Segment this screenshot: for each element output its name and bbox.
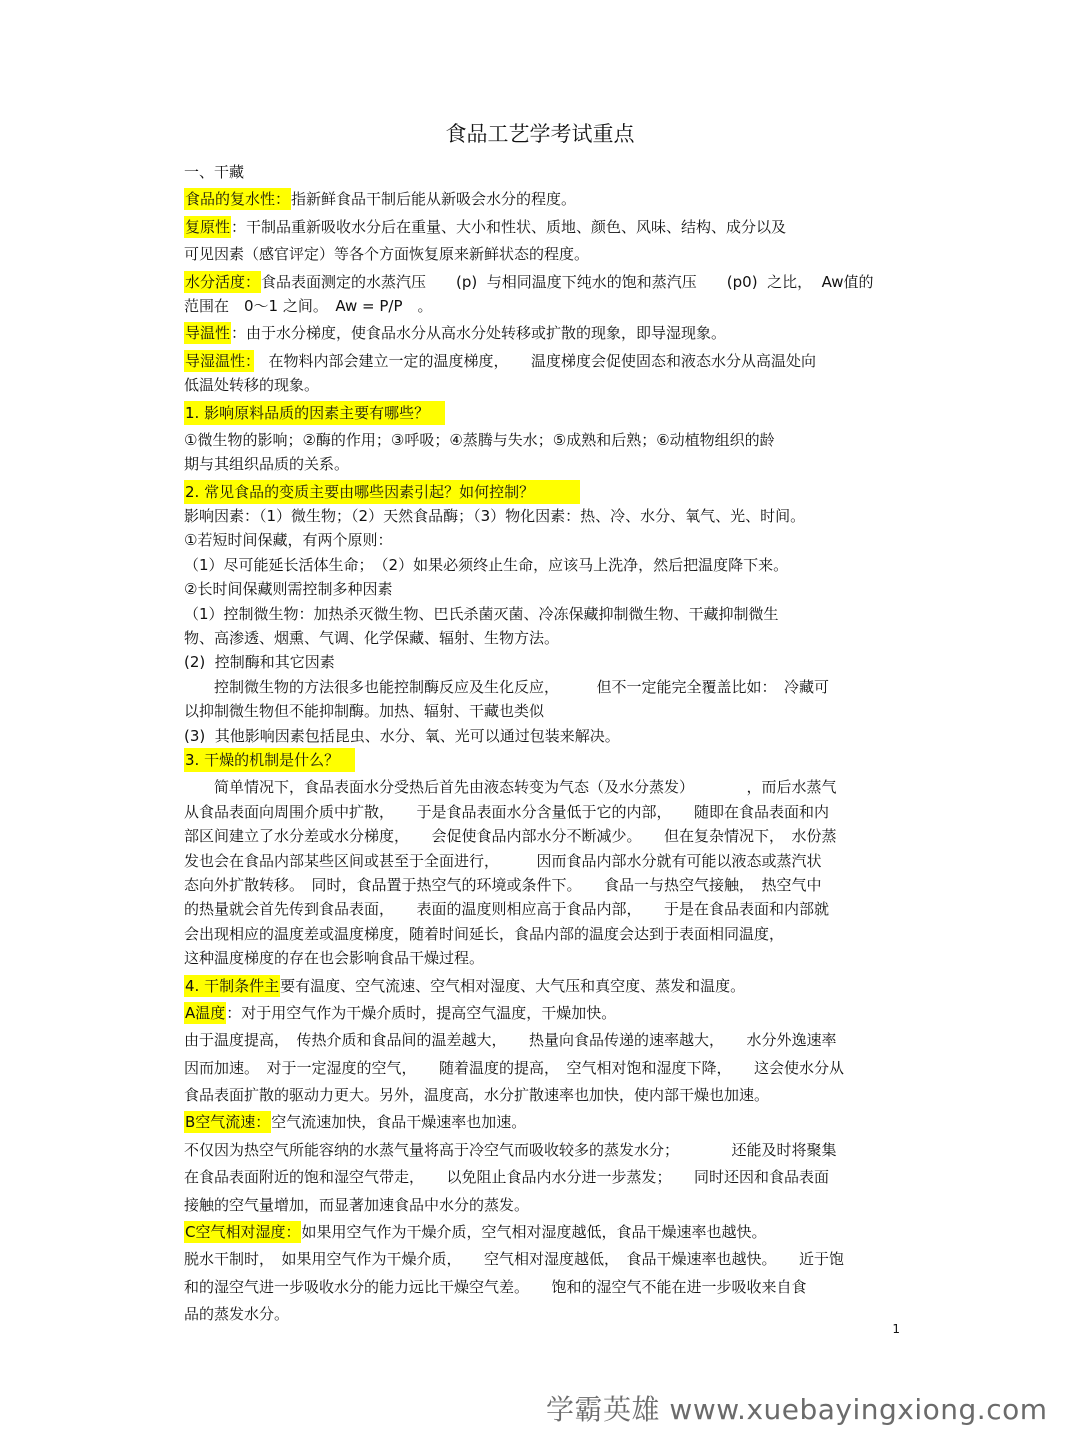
highlighted-question: 2. 常见食品的变质主要由哪些因素引起？如何控制？	[184, 480, 580, 504]
definition-line: 导湿温性： 在物料内部会建立一定的温度梯度， 温度梯度会促使固态和液态水分从高温处向	[185, 351, 817, 370]
question-heading	[184, 401, 894, 425]
highlighted-term: 导湿温性：	[185, 351, 253, 370]
footer-brand-name: 学霸英雄	[546, 1393, 661, 1426]
body-line: 范围在 0～1 之间。 Aw = P/P 。	[184, 296, 433, 315]
section-heading: 一、干藏	[184, 163, 245, 181]
body-line: ①微生物的影响；②酶的作用；③呼吸；④蒸腾与失水；⑤成熟和后熟；⑥动植物组织的龄	[184, 430, 775, 449]
body-line: 控制微生物的方法很多也能控制酶反应及生化反应， 但不一定能完全覆盖比如： 冷藏可	[184, 677, 830, 696]
page-number: 1	[892, 1322, 900, 1336]
body-line: 物、高渗透、烟熏、气调、化学保藏、辐射、生物方法。	[184, 629, 560, 648]
highlighted-question: 3. 干燥的机制是什么？	[184, 748, 355, 772]
highlighted-term: A温度	[185, 1003, 226, 1022]
definition-line: C空气相对湿度：如果用空气作为干燥介质，空气相对湿度越低，食品干燥速率也越快。	[185, 1223, 767, 1242]
body-line: （1）控制微生物：加热杀灭微生物、巴氏杀菌灭菌、冷冻保藏抑制微生物、干藏抑制微生	[184, 604, 779, 623]
question-heading	[184, 480, 894, 504]
body-line: 期与其组织品质的关系。	[184, 455, 350, 474]
body-line: ①若短时间保藏，有两个原则：	[184, 531, 393, 550]
footer-url: www.xuebayingxiong.com	[669, 1393, 1048, 1426]
highlighted-term: 导温性	[185, 324, 231, 343]
body-line: 品的蒸发水分。	[184, 1305, 290, 1324]
body-line: （1）尽可能延长活体生命； （2）如果必须终止生命，应该马上洗净，然后把温度降下来。	[184, 555, 789, 574]
body-line: 态向外扩散转移。 同时，食品置于热空气的环境或条件下。 食品一与热空气接触， 热空气中	[184, 875, 822, 894]
highlighted-question: 1. 影响原料品质的因素主要有哪些？	[184, 401, 445, 425]
body-line: 脱水干制时， 如果用空气作为干燥介质， 空气相对湿度越低， 食品干燥速率也越快。 近于饱	[184, 1250, 845, 1269]
document-title: 食品工艺学考试重点	[445, 122, 635, 146]
highlighted-term: 食品的复水性：	[185, 190, 291, 209]
definition-line: A温度：对于用空气作为干燥介质时，提高空气温度，干燥加快。	[185, 1003, 617, 1022]
body-line: 低温处转移的现象。	[184, 376, 320, 395]
body-line: 会出现相应的温度差或温度梯度，随着时间延长，食品内部的温度会达到于表面相同温度，	[184, 924, 785, 943]
highlighted-term: 复原性	[185, 217, 231, 236]
highlighted-term: 水分活度：	[185, 272, 261, 291]
definition-line: B空气流速：空气流速加快，食品干燥速率也加速。	[185, 1113, 527, 1132]
body-line: 由于温度提高， 传热介质和食品间的温差越大， 热量向食品传递的速率越大， 水分外逸速率	[184, 1031, 837, 1050]
body-line: 的热量就会首先传到食品表面， 表面的温度则相应高于食品内部， 于是在食品表面和内部就	[184, 900, 830, 919]
body-line: ②长时间保藏则需控制多种因素	[184, 580, 393, 599]
body-line: 从食品表面向周围介质中扩散， 于是食品表面水分含量低于它的内部， 随即在食品表面和内	[184, 802, 830, 821]
document-body	[184, 160, 894, 1327]
definition-line: 水分活度：食品表面测定的水蒸汽压 (p) 与相同温度下纯水的饱和蒸汽压 (p0) 之比， Aw值的	[185, 272, 874, 291]
question-heading: 4. 干制条件主要有温度、空气流速、空气相对湿度、大气压和真空度、蒸发和温度。	[185, 976, 746, 995]
body-line: 部区间建立了水分差或水分梯度， 会促使食品内部水分不断减少。 但在复杂情况下， 水份蒸	[184, 827, 837, 846]
body-line: 不仅因为热空气所能容纳的水蒸气量将高于冷空气而吸收较多的蒸发水分； 还能及时将聚集	[184, 1140, 837, 1159]
body-line: 影响因素：（1）微生物；（2）天然食品酶；（3）物化因素：热、冷、水分、氧气、光、时间。	[184, 507, 806, 526]
body-line: 发也会在食品内部某些区间或甚至于全面进行， 因而食品内部水分就有可能以液态或蒸汽状	[184, 851, 822, 870]
body-line: 简单情况下，食品表面水分受热后首先由液态转变为气态（及水分蒸发） ，而后水蒸气	[184, 778, 837, 797]
definition-line: 复原性：干制品重新吸收水分后在重量、大小和性状、质地、颜色、风味、结构、成分以及	[185, 217, 787, 236]
highlighted-term: C空气相对湿度：	[185, 1223, 301, 1242]
body-line: 以抑制微生物但不能抑制酶。加热、辐射、干藏也类似	[184, 702, 545, 721]
body-line: (3) 其他影响因素包括昆虫、水分、氧、光可以通过包装来解决。	[184, 726, 620, 745]
body-line: (2) 控制酶和其它因素	[184, 653, 335, 672]
question-heading	[184, 748, 894, 772]
highlighted-term: B空气流速：	[185, 1113, 271, 1132]
body-line: 可见因素（感官评定）等各个方面恢复原来新鲜状态的程度。	[184, 245, 590, 264]
definition-line: 食品的复水性：指新鲜食品干制后能从新吸会水分的程度。	[185, 190, 577, 209]
body-line: 食品表面扩散的驱动力更大。另外，温度高，水分扩散速率也加快，使内部干燥也加速。	[184, 1086, 770, 1105]
body-line: 因而加速。 对于一定湿度的空气， 随着温度的提高， 空气相对饱和湿度下降， 这会使水分从	[184, 1058, 845, 1077]
body-line: 和的湿空气进一步吸收水分的能力远比干燥空气差。 饱和的湿空气不能在进一步吸收来自食	[184, 1277, 807, 1296]
body-line: 这种温度梯度的存在也会影响食品干燥过程。	[184, 949, 485, 968]
definition-line: 导温性：由于水分梯度，使食品水分从高水分处转移或扩散的现象，即导湿现象。	[185, 324, 727, 343]
highlighted-question: 4. 干制条件主	[185, 976, 280, 995]
footer-watermark	[546, 1388, 1066, 1428]
body-line: 在食品表面附近的饱和湿空气带走， 以免阻止食品内水分进一步蒸发； 同时还因和食品表面	[184, 1168, 830, 1187]
body-line: 接触的空气量增加，而显著加速食品中水分的蒸发。	[184, 1195, 530, 1214]
